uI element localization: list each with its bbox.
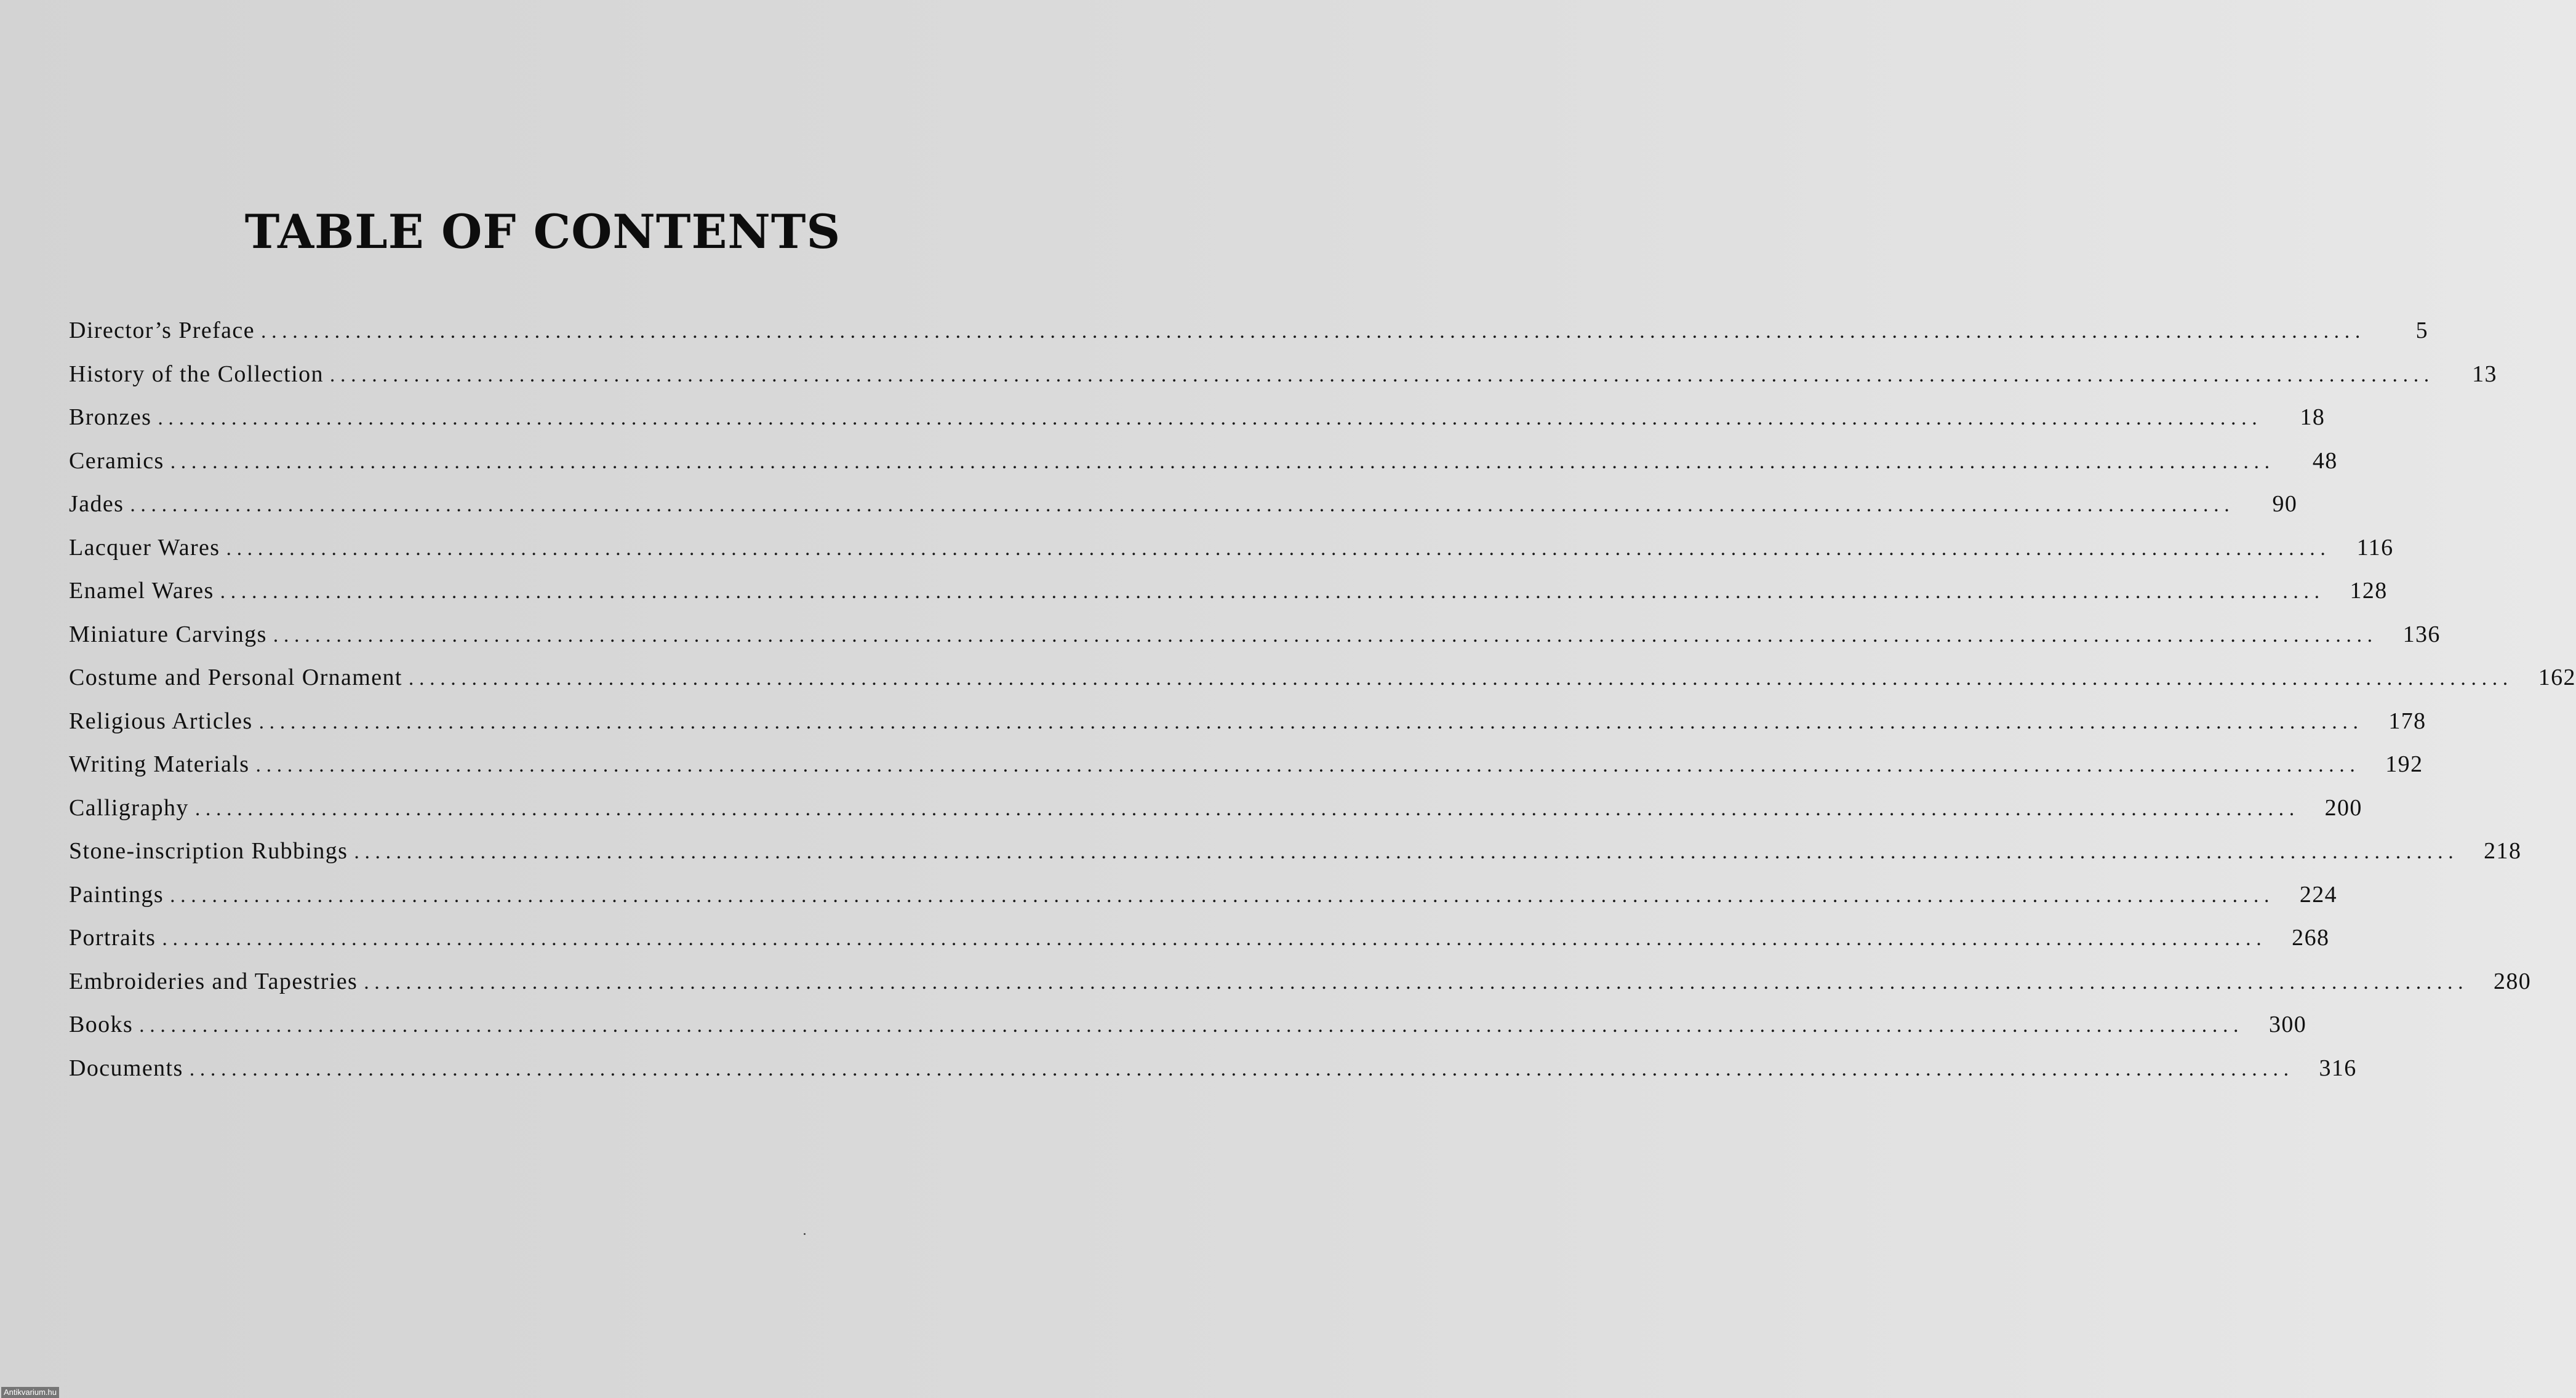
toc-entry-title: Lacquer Wares (69, 534, 220, 561)
toc-entry-title: Religious Articles (69, 708, 253, 734)
toc-dot-leader: ........................................................................................................................................................................................................ (194, 797, 2300, 820)
toc-entry-page-number: 268 (2292, 925, 2330, 951)
toc-entry (69, 569, 2388, 613)
toc-entry-page-number: 13 (2472, 361, 2497, 387)
toc-entry-title: Paintings (69, 881, 164, 908)
toc-entry-page-number: 178 (2388, 708, 2426, 734)
toc-dot-leader: ........................................................................................................................................................................................................ (170, 450, 2275, 473)
watermark: Antikvarium.hu (1, 1387, 59, 1398)
toc-entry-page-number: 128 (2350, 578, 2388, 604)
toc-entry-page-number: 192 (2385, 751, 2423, 777)
table-of-contents-list (69, 309, 2576, 1090)
toc-entry (69, 526, 2394, 570)
toc-dot-leader: ........................................................................................................................................................................................................ (162, 927, 2267, 950)
toc-entry (69, 786, 2362, 830)
toc-entry-title: History of the Collection (69, 361, 324, 387)
toc-entry-title: Bronzes (69, 404, 152, 430)
toc-entry-page-number: 90 (2272, 491, 2298, 517)
toc-entry-page-number: 224 (2299, 881, 2338, 908)
toc-dot-leader: ........................................................................................................................................................................................................ (273, 623, 2378, 647)
toc-entry-title: Books (69, 1012, 134, 1037)
toc-entry-page-number: 280 (2494, 968, 2532, 994)
toc-dot-leader: ........................................................................................................................................................................................................ (170, 884, 2275, 907)
toc-entry-title: Stone-inscription Rubbings (69, 838, 348, 864)
toc-entry-title: Costume and Personal Ornament (69, 665, 402, 690)
toc-entry (69, 482, 2298, 526)
page-title: TABLE OF CONTENTS (244, 204, 841, 259)
toc-dot-leader: ........................................................................................................................................................................................................ (130, 493, 2235, 516)
toc-entry-title: Embroideries and Tapestries (69, 968, 358, 994)
toc-dot-leader: ........................................................................................................................................................................................................ (189, 1057, 2294, 1080)
toc-entry (69, 700, 2426, 743)
toc-entry (69, 829, 2522, 873)
toc-entry (69, 353, 2497, 396)
toc-dot-leader: ........................................................................................................................................................................................................ (329, 363, 2434, 386)
toc-entry-page-number: 48 (2312, 447, 2338, 474)
toc-entry-page-number: 116 (2356, 534, 2394, 561)
toc-entry-page-number: 300 (2268, 1012, 2307, 1037)
toc-dot-leader: ........................................................................................................................................................................................................ (258, 710, 2364, 733)
toc-entry (69, 396, 2326, 439)
toc-dot-leader: ........................................................................................................................................................................................................ (220, 580, 2325, 603)
toc-entry (69, 1047, 2357, 1090)
toc-entry-page-number: 136 (2402, 621, 2441, 647)
toc-entry (69, 743, 2423, 786)
toc-dot-leader: ........................................................................................................................................................................................................ (139, 1014, 2244, 1037)
toc-entry-title: Enamel Wares (69, 578, 214, 604)
toc-entry (69, 873, 2338, 917)
toc-entry-page-number: 18 (2300, 404, 2326, 430)
toc-entry (69, 656, 2576, 700)
toc-entry-title: Miniature Carvings (69, 621, 267, 647)
toc-entry-page-number: 316 (2319, 1055, 2357, 1081)
toc-entry (69, 309, 2428, 353)
toc-entry-page-number: 5 (2415, 318, 2428, 343)
toc-entry (69, 1003, 2307, 1047)
toc-dot-leader: ........................................................................................................................................................................................................ (158, 407, 2263, 429)
toc-entry-title: Documents (69, 1055, 183, 1081)
toc-dot-leader: ........................................................................................................................................................................................................ (226, 537, 2331, 560)
toc-dot-leader: ........................................................................................................................................................................................................ (255, 754, 2361, 777)
toc-dot-leader: ........................................................................................................................................................................................................ (408, 667, 2513, 690)
toc-entry-page-number: 162 (2538, 665, 2576, 690)
toc-entry-title: Jades (69, 491, 124, 517)
toc-entry (69, 916, 2330, 960)
toc-dot-leader: ........................................................................................................................................................................................................ (260, 320, 2366, 343)
toc-entry (69, 439, 2338, 483)
toc-entry-title: Writing Materials (69, 751, 250, 777)
toc-entry-title: Portraits (69, 925, 156, 951)
toc-entry-title: Calligraphy (69, 794, 189, 821)
toc-entry (69, 960, 2532, 1004)
toc-entry-page-number: 200 (2324, 794, 2362, 821)
toc-entry-title: Director’s Preface (69, 318, 255, 343)
toc-entry-title: Ceramics (69, 447, 164, 474)
toc-entry-page-number: 218 (2484, 838, 2522, 864)
toc-dot-leader: ........................................................................................................................................................................................................ (364, 970, 2469, 994)
toc-entry (69, 613, 2441, 657)
paper-speck (804, 1233, 806, 1235)
toc-dot-leader: ........................................................................................................................................................................................................ (354, 841, 2459, 863)
